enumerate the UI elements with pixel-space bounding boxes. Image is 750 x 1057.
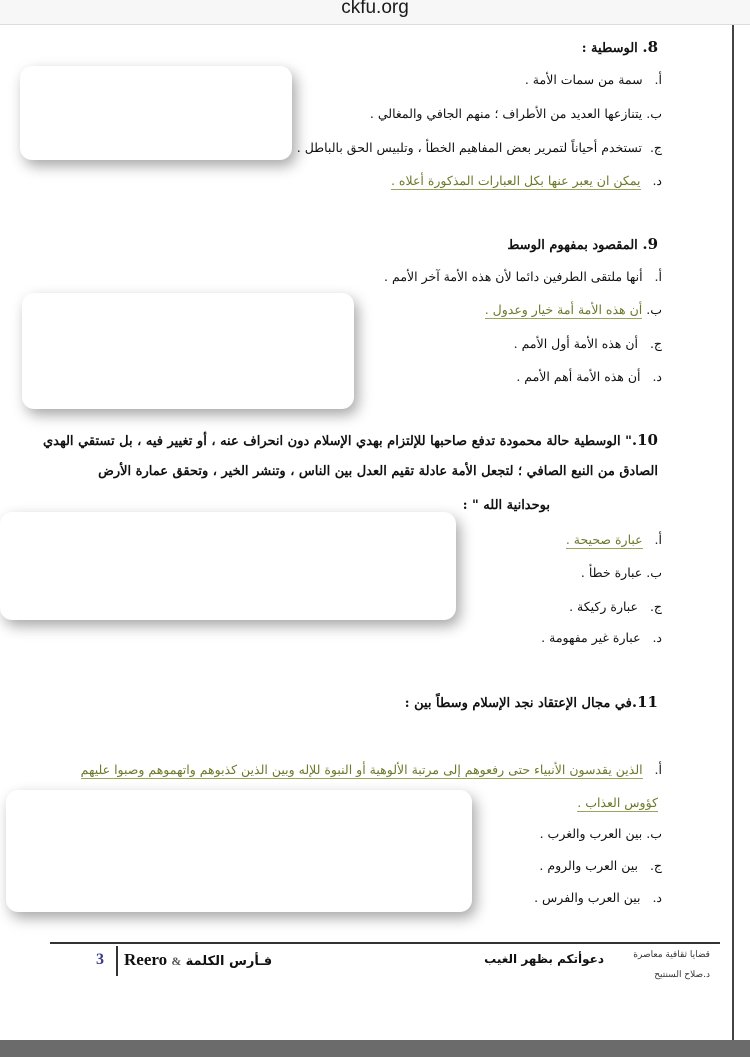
q11-stem-row [405, 693, 658, 711]
redaction-block-1 [20, 66, 292, 160]
q8-stem-row [582, 38, 658, 56]
q10-stem-line1: 10." الوسطية حالة محمودة تدفع صاحبها للإلتزام بهدي الإسلام دون انحراف عنه ، أو تغيير فيه ، بل تستقي الهدي [42, 431, 658, 449]
q9-stem: المقصود بمفهوم الوسط [507, 238, 638, 253]
redaction-block-4 [6, 790, 472, 912]
browser-top-bar [0, 0, 750, 25]
q9-option-d: د. أن هذه الأمة أهم الأمم . [516, 369, 662, 384]
q11-option-b: ب. بين العرب والغرب . [539, 826, 662, 841]
footer-brand: Reero & فـأرس الكلمة [124, 950, 273, 969]
q8-number: 8. [642, 38, 658, 56]
q11-correct-answer-line2: كؤوس العذاب . [577, 795, 658, 810]
redaction-block-3 [0, 512, 456, 620]
q8-correct-answer: يمكن ان يعبر عنها بكل العبارات المذكورة أعلاه . [390, 173, 641, 188]
q9-option-c: ج. أن هذه الأمة أول الأمم . [513, 336, 662, 351]
redaction-block-2 [22, 293, 354, 409]
site-watermark: ckfu.org [341, 0, 409, 18]
q8-stem: الوسطية : [581, 41, 638, 56]
footer-course: قضايا ثقافية معاصرة [633, 950, 710, 960]
q8-option-c: ج. تستخدم أحياناً لتمرير بعض المفاهيم الخطأ ، وتلبيس الحق بالباطل . [296, 140, 662, 155]
q10-stem-line2: الصادق من النبع الصافي ؛ لتجعل الأمة عادلة تقيم العدل بين الناس ، وتنشر الخير ، وتحقق عمارة الأرض [98, 464, 658, 479]
q11-correct-answer-line1: الذين يقدسون الأنبياء حتى رفعوهم إلى مرتبة الألوهية أو النبوة للإله وبين الذين كذبوهم واتهموهم وصبوا عليهم [80, 762, 643, 777]
q9-option-b: ب. أن هذه الأمة أمة خيار وعدول . [484, 302, 662, 317]
q11-stem: في مجال الإعتقاد نجد الإسلام وسطاً بين : [404, 696, 632, 711]
footer-author: د.صلاح السنتيح [654, 970, 710, 980]
page-number: 3 [96, 951, 104, 968]
q11-option-a-line2 [577, 795, 658, 810]
q10-correct-answer: عبارة صحيحة . [565, 532, 643, 547]
q9-option-a: أ. أنها ملتقى الطرفين دائما لأن هذه الأمة آخر الأمم . [384, 269, 662, 284]
footer-rule [50, 942, 720, 944]
q10-option-a: أ. عبارة صحيحة . [565, 532, 662, 547]
q11-option-c: ج. بين العرب والروم . [539, 858, 662, 873]
q11-option-d: د. بين العرب والفرس . [534, 890, 662, 905]
q10-option-b: ب. عبارة خطأ . [580, 565, 662, 580]
footer-separator [116, 946, 118, 976]
bottom-bar [0, 1040, 750, 1057]
q11-option-a-line1: أ. الذين يقدسون الأنبياء حتى رفعوهم إلى مرتبة الألوهية أو النبوة للإله وبين الذين كذبوهم واتهموهم وصبوا عليهم [80, 762, 662, 777]
q10-option-d: د. عبارة غير مفهومة . [541, 630, 662, 645]
q11-number: 11. [631, 693, 658, 711]
page-right-border [732, 25, 734, 1040]
q9-correct-answer: أن هذه الأمة أمة خيار وعدول . [484, 302, 643, 317]
q8-option-a: أ. سمة من سمات الأمة . [524, 72, 662, 87]
footer-motto: دعوأتكم بظهر الغيب [484, 952, 604, 966]
q10-number: 10. [631, 431, 658, 449]
q8-option-d: د. يمكن ان يعبر عنها بكل العبارات المذكورة أعلاه . [390, 173, 662, 188]
q8-option-b: ب. يتنازعها العديد من الأطراف ؛ منهم الجافي والمغالي . [369, 106, 662, 121]
q10-stem-line3: بوحدانية الله " : [462, 498, 550, 513]
q9-stem-row [507, 235, 658, 253]
q9-number: 9. [642, 235, 658, 253]
q10-option-c: ج. عبارة ركيكة . [569, 599, 662, 614]
